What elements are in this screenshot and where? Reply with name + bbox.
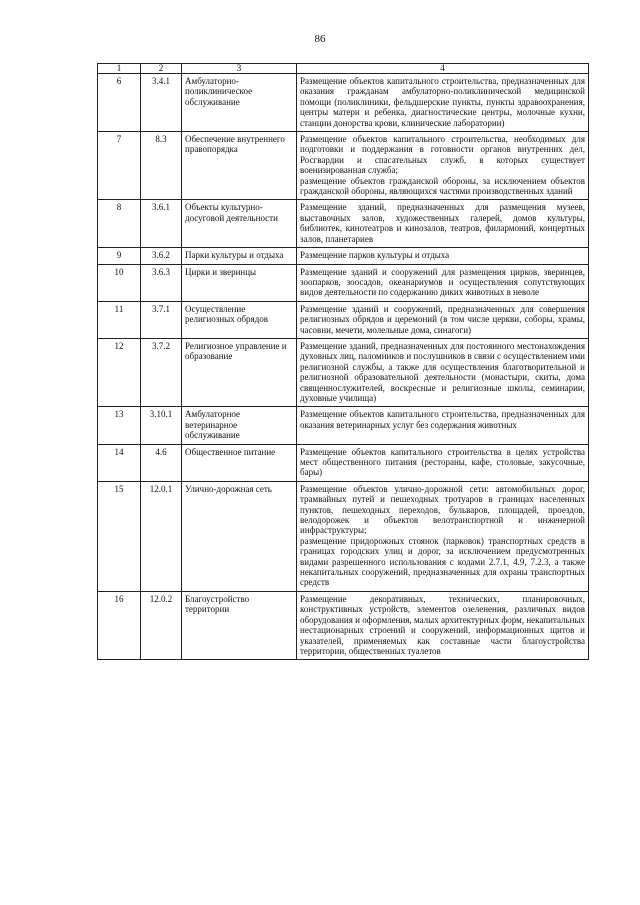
use-code-cell: 3.7.1: [141, 301, 182, 338]
table-body: [98, 74, 589, 660]
description-paragraph: Размещение объектов капитального строительства, необходимых для подготовки и поддержания в готовности органов внутренних дел, Росгвардии и спасательных служб, в которых существует военизированная служба;: [300, 134, 585, 176]
table-row: [98, 338, 589, 406]
use-name-cell: Амбулаторно-поликлиническое обслуживание: [182, 74, 297, 132]
description-paragraph: Размещение парков культуры и отдыха: [300, 250, 450, 261]
page-number: 86: [314, 33, 326, 45]
row-number-cell: 16: [98, 591, 141, 659]
use-name-cell: Общественное питание: [182, 444, 297, 481]
use-code-cell: 4.6: [141, 444, 182, 481]
row-number-cell: 9: [98, 248, 141, 264]
row-number-cell: 12: [98, 338, 141, 406]
column-header-description: 4: [297, 64, 589, 74]
table-row: [98, 200, 589, 248]
description-paragraph: Размещение декоративных, технических, планировочных, конструктивных устройств, элементов озеленения, различных видов оборудования и оформления, малых архитектурных форм, некапитальных нестационарных строений и сооружений, информационных щитов и указателей, применяемых как составные части благоустройства территории, общественных туалетов: [300, 593, 585, 656]
use-name-cell: Осуществление религиозных обрядов: [182, 301, 297, 338]
use-code-cell: 8.3: [141, 132, 182, 200]
use-description-cell: [297, 444, 589, 481]
description-paragraph: Размещение объектов капитального строительства, предназначенных для оказания ветеринарных услуг без содержания животных: [300, 409, 585, 430]
row-number-cell: 11: [98, 301, 141, 338]
use-description-cell: [297, 264, 589, 301]
description-paragraph: Размещение зданий и сооружений для размещения цирков, зверинцев, зоопарков, зоосадов, океанариумов и осуществления сопутствующих видов деятельности по содержанию диких животных в неволе: [300, 266, 585, 298]
table-row: [98, 591, 589, 659]
description-paragraph: Размещение объектов капитального строительства, предназначенных для оказания гражданам амбулаторно-поликлинической медицинской помощи (поликлиники, фельдшерские пункты, пункты здравоохранения, центры матери и ребенка, диагностические центры, молочные кухни, станции донорства крови, клинические лаборатории): [300, 76, 585, 128]
row-number-cell: 13: [98, 407, 141, 444]
description-paragraph: размещение объектов гражданской обороны, за исключением объектов гражданской обороны, являющихся частями производственных зданий: [300, 175, 585, 197]
use-code-cell: 3.4.1: [141, 74, 182, 132]
table-row: [98, 248, 589, 264]
description-paragraph: Размещение зданий и сооружений, предназначенных для совершения религиозных обрядов и церемоний (в том числе церкви, соборы, храмы, часовни, мечети, молельные дома, синагоги): [300, 303, 585, 335]
use-code-cell: 3.7.2: [141, 338, 182, 406]
column-header-name: 3: [182, 64, 297, 74]
use-name-cell: Религиозное управление и образование: [182, 338, 297, 406]
description-paragraph: размещение придорожных стоянок (парковок) транспортных средств в границах городских улиц и дорог, за исключением предусмотренных видами разрешенного использования с кодами 2.7.1, 4.9, 7.2.3, а также некапитальных сооружений, предназначенных для охраны транспортных средств: [300, 535, 585, 588]
use-description-cell: [297, 74, 589, 132]
use-description-cell: [297, 200, 589, 248]
description-paragraph: Размещение объектов улично-дорожной сети: автомобильных дорог, трамвайных путей и пешеходных тротуаров в границах населенных пунктов, пешеходных переходов, бульваров, площадей, проездов, велодорожек и объектов велотранспортной и инженерной инфраструктуры;: [300, 483, 585, 536]
table-row: [98, 264, 589, 301]
description-paragraph: Размещение зданий, предназначенных для размещения музеев, выставочных залов, художественных галерей, домов культуры, библиотек, кинотеатров и кинозалов, театров, филармоний, концертных залов, планетариев: [300, 202, 585, 244]
use-code-cell: 3.6.1: [141, 200, 182, 248]
use-description-cell: [297, 301, 589, 338]
use-code-cell: 3.10.1: [141, 407, 182, 444]
table-row: [98, 407, 589, 444]
table-row: [98, 444, 589, 481]
row-number-cell: 15: [98, 481, 141, 591]
column-header-number: 1: [98, 64, 141, 74]
header-row: [98, 64, 589, 74]
row-number-cell: 14: [98, 444, 141, 481]
use-description-cell: [297, 338, 589, 406]
table-row: [98, 481, 589, 591]
table-row: [98, 132, 589, 200]
use-description-cell: [297, 481, 589, 591]
land-use-table: [97, 63, 589, 660]
use-code-cell: 3.6.3: [141, 264, 182, 301]
use-name-cell: Парки культуры и отдыха: [182, 248, 297, 264]
use-description-cell: [297, 591, 589, 659]
use-description-cell: [297, 132, 589, 200]
use-code-cell: 3.6.2: [141, 248, 182, 264]
column-header-code: 2: [141, 64, 182, 74]
use-description-cell: [297, 407, 589, 444]
use-name-cell: Цирки и зверинцы: [182, 264, 297, 301]
use-code-cell: 12.0.2: [141, 591, 182, 659]
use-name-cell: Амбулаторное ветеринарное обслуживание: [182, 407, 297, 444]
use-name-cell: Объекты культурно-досуговой деятельности: [182, 200, 297, 248]
use-name-cell: Улично-дорожная сеть: [182, 481, 297, 591]
row-number-cell: 6: [98, 74, 141, 132]
use-description-cell: [297, 248, 589, 264]
table-row: [98, 301, 589, 338]
row-number-cell: 10: [98, 264, 141, 301]
table-row: [98, 74, 589, 132]
row-number-cell: 8: [98, 200, 141, 248]
use-name-cell: Обеспечение внутреннего правопорядка: [182, 132, 297, 200]
use-code-cell: 12.0.1: [141, 481, 182, 591]
description-paragraph: Размещение объектов капитального строительства в целях устройства мест общественного питания (рестораны, кафе, столовые, закусочные, бары): [300, 446, 585, 478]
row-number-cell: 7: [98, 132, 141, 200]
use-name-cell: Благоустройство территории: [182, 591, 297, 659]
description-paragraph: Размещение зданий, предназначенных для постоянного местонахождения духовных лиц, паломников и послушников в связи с осуществлением ими религиозной службы, а также для осуществления благотворительной и религиозной образовательной деятельности (монастыри, скиты, дома священнослужителей, воскресные и религиозные школы, семинарии, духовные училища): [300, 340, 585, 403]
